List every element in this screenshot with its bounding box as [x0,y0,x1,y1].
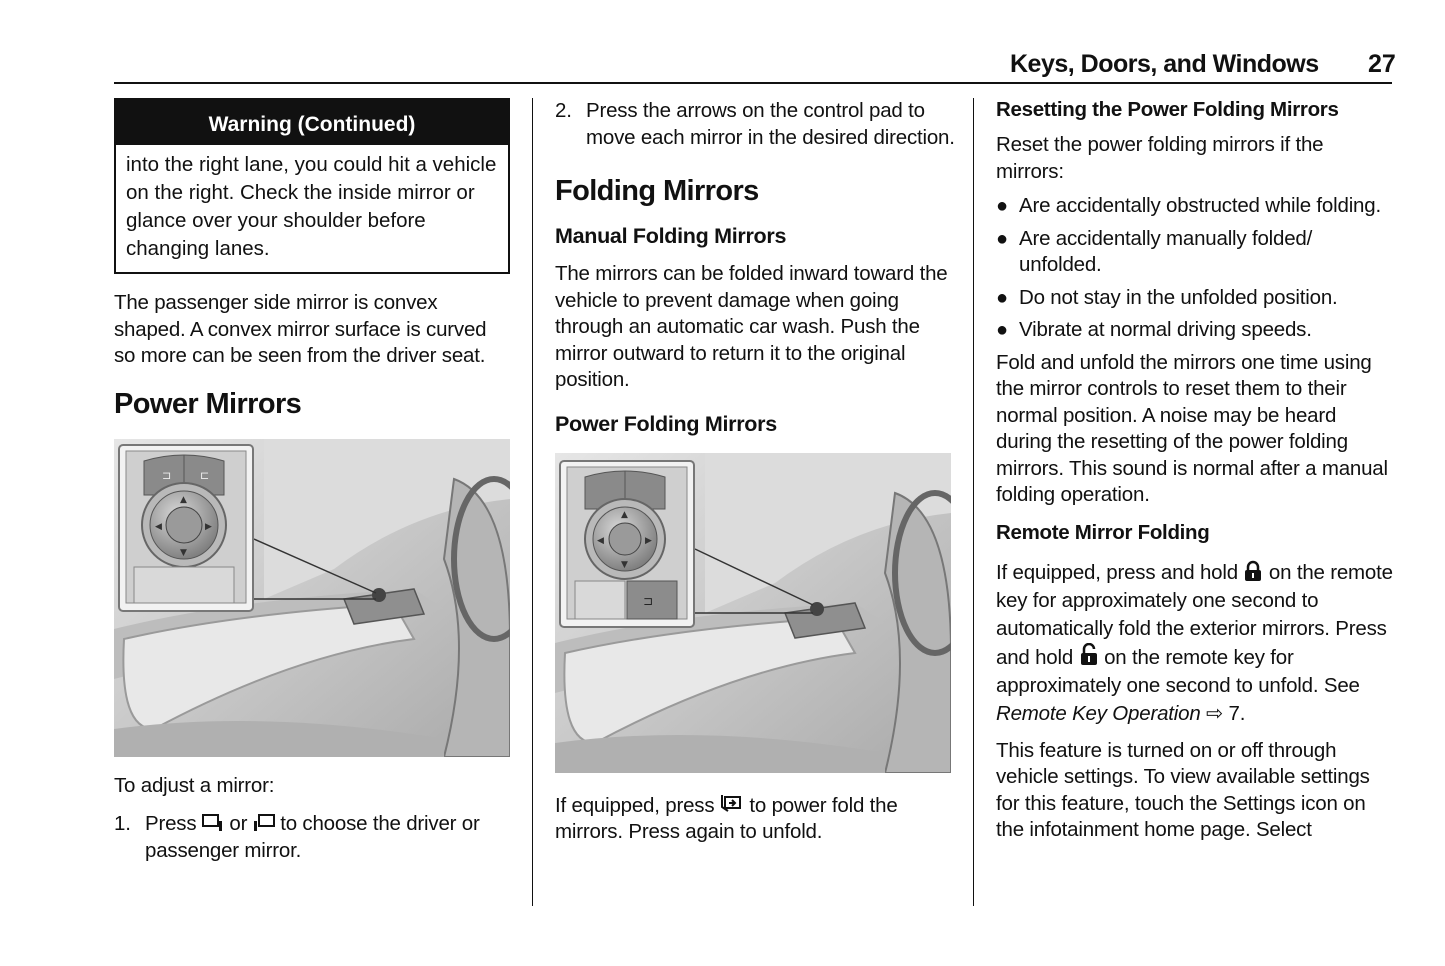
page-number: 27 [1368,50,1396,78]
svg-text:⊐: ⊐ [162,468,172,482]
manual-folding-heading: Manual Folding Mirrors [555,224,787,248]
step-2-text: Press the arrows on the control pad to move each mirror in the desired direction. [586,99,955,149]
driver-mirror-select-icon [202,813,224,833]
reset-text: Fold and unfold the mirrors one time using the mirror controls to reset them to their normal position. A noise may be heard during the resetting of the power folding mirrors. This sound is normal after a manual folding operation. [996,350,1388,506]
power-fold-text [555,793,955,846]
remote-key-operation-link[interactable]: Remote Key Operation [996,701,1201,725]
remote-heading: Remote Mirror Folding [996,520,1210,544]
door-panel-illustration [555,453,951,773]
reset-bullet-list [996,193,1396,344]
bullet-icon: ● [996,286,1008,309]
svg-text:▲: ▲ [621,509,628,520]
svg-text:⊐: ⊐ [643,593,654,608]
door-panel-illustration [114,439,510,757]
warning-text: into the right lane, you could hit a vehicle on the right. Check the inside mirror or glance over your shoulder before changing lanes. [126,153,497,260]
step-1-or: or [229,812,248,835]
power-fold-button-icon [720,793,744,815]
header-title: Keys, Doors, and Windows [1010,50,1319,78]
svg-text:▼: ▼ [621,559,628,570]
step-2 [555,98,955,151]
power-fold-b: to power fold the mirrors. Press again to unfold. [555,793,898,843]
list-item: ● Are accidentally manually folded/ unfolded. [996,226,1396,279]
header-rule [114,82,1392,84]
svg-text:◀: ◀ [597,535,604,546]
column-1 [114,98,510,864]
adjust-intro: To adjust a mirror: [114,773,275,797]
bullet-icon: ● [996,227,1008,250]
remote-text [996,559,1396,728]
remote-page-ref: 7. [1228,701,1246,725]
power-fold-a: If equipped, press [555,793,715,817]
step-1-press: Press [145,812,197,835]
cross-reference-arrow-icon: ⇨ [1206,701,1224,725]
convex-paragraph: The passenger side mirror is convex shaped. A convex mirror surface is curved so more can be seen from the driver seat. [114,291,487,367]
folding-mirrors-heading: Folding Mirrors [555,175,759,207]
unlock-icon [1079,643,1099,667]
power-folding-heading: Power Folding Mirrors [555,411,777,436]
list-item: ● Do not stay in the unfolded position. [996,285,1396,312]
manual-folding-text: The mirrors can be folded inward toward the vehicle to prevent damage when going through an automatic car wash. Push the mirror outward to return it to the original position. [555,262,948,391]
power-folding-figure [555,453,951,773]
list-item: ● Are accidentally obstructed while folding. [996,193,1396,220]
bullet-icon: ● [996,195,1008,217]
svg-text:▼: ▼ [180,547,187,558]
svg-text:◀: ◀ [155,521,162,532]
remote-a: If equipped, press and hold [996,560,1238,584]
power-mirror-control-figure [114,439,510,757]
passenger-mirror-select-icon [253,813,275,833]
warning-box [114,98,510,274]
remote-c: on the remote key for approximately one second to unfold. See [996,645,1360,697]
warning-title: Warning (Continued) [116,100,508,145]
column-2 [555,98,955,846]
bullet-icon: ● [996,319,1008,341]
list-item: ● Vibrate at normal driving speeds. [996,317,1396,344]
column-3 [996,98,1396,844]
step-1-text: to choose the driver or passenger mirror. [145,812,480,862]
column-divider [973,98,974,906]
feature-text: This feature is turned on or off through vehicle settings. To view available settings for this feature, touch the Settings icon on the infotainment home page. Select [996,738,1370,841]
svg-text:▲: ▲ [180,494,187,505]
reset-heading: Resetting the Power Folding Mirrors [996,98,1339,121]
lock-icon [1243,560,1263,582]
step-1 [114,811,510,864]
svg-text:⊏: ⊏ [200,468,210,482]
step-1-number: 1. [114,812,131,835]
remote-b: on the remote key for approximately one second to automatically fold the exterior mirrors. Press and hold [996,560,1393,669]
step-2-number: 2. [555,99,572,122]
power-mirrors-heading: Power Mirrors [114,387,302,420]
column-divider [532,98,533,906]
reset-intro: Reset the power folding mirrors if the mirrors: [996,133,1324,183]
svg-text:▶: ▶ [645,535,652,546]
svg-text:▶: ▶ [205,521,212,532]
